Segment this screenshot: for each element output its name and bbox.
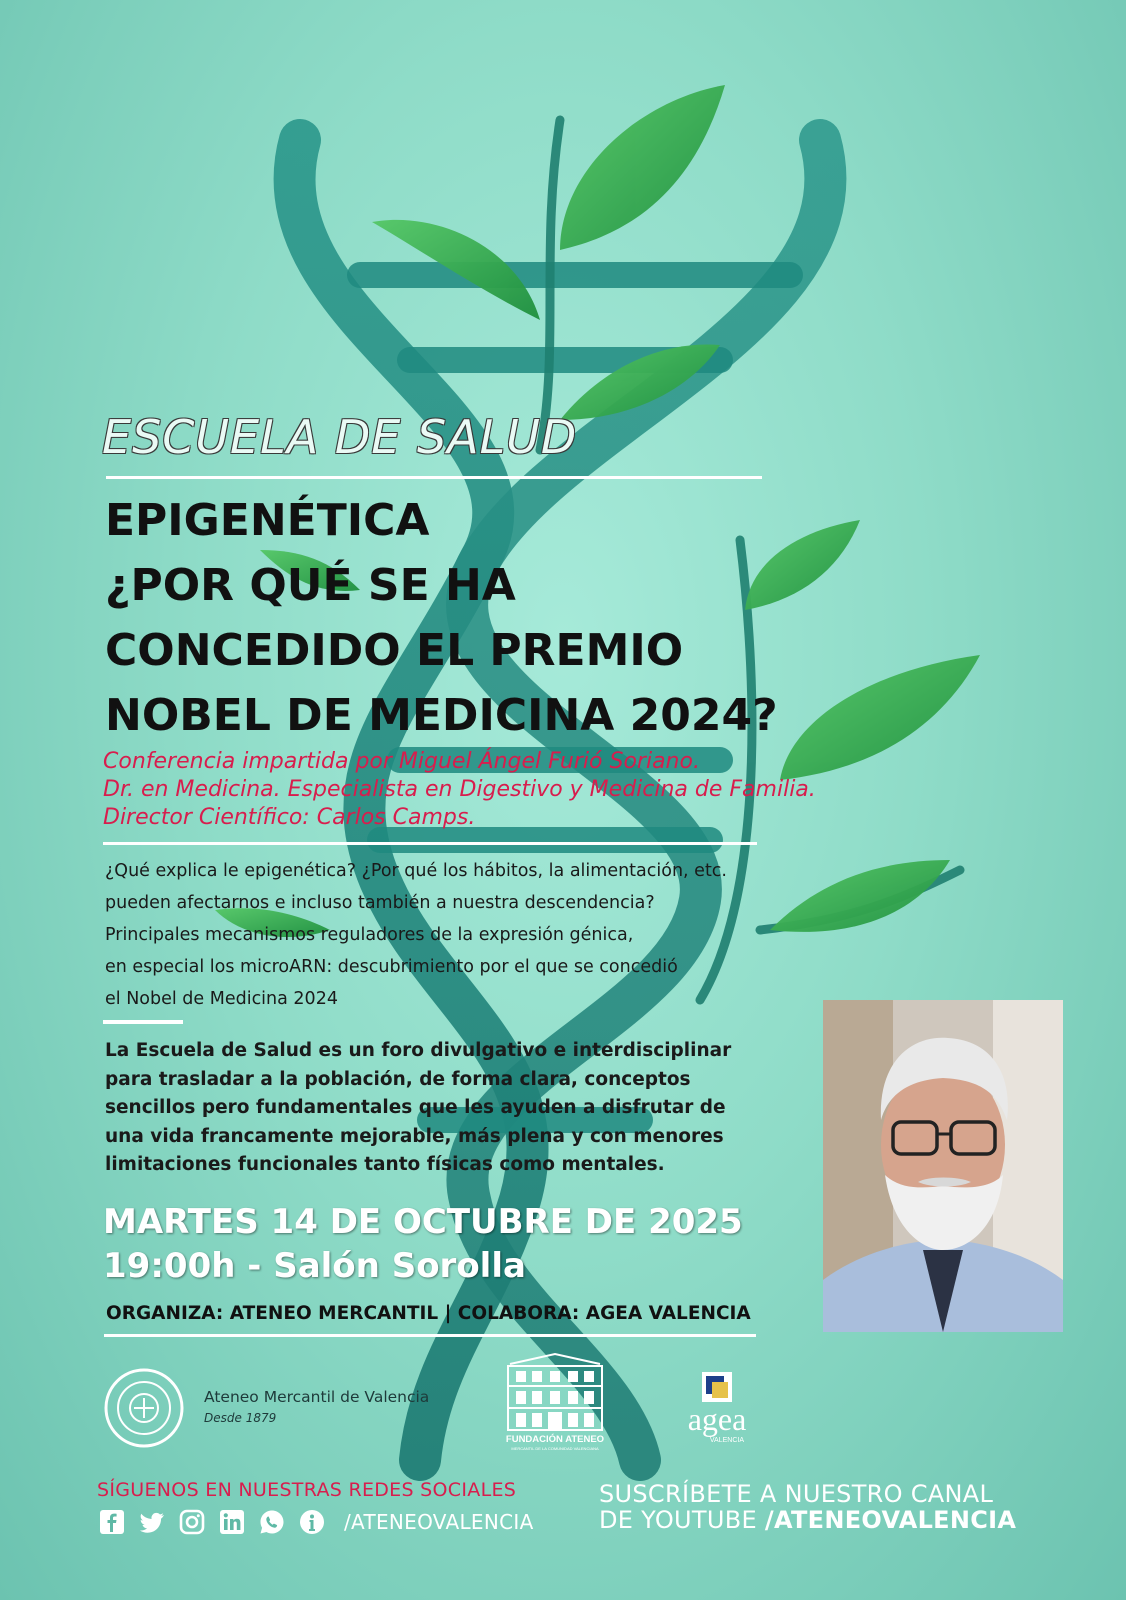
social-handle[interactable]: /ATENEOVALENCIA [344,1510,534,1534]
speaker-line: Director Científico: Carlos Camps. [103,805,476,830]
description-line: una vida francamente mejorable, más plena y con menores [105,1125,724,1147]
youtube-prefix: DE YOUTUBE [599,1506,765,1534]
school-description [105,1037,731,1180]
title-line: NOBEL DE MEDICINA 2024? [105,690,778,741]
event-date: MARTES 14 DE OCTUBRE DE 2025 [103,1202,743,1242]
youtube-handle[interactable]: /ATENEOVALENCIA [764,1506,1017,1534]
topic-questions [105,855,727,1015]
description-line: limitaciones funcionales tanto físicas como mentales. [105,1154,665,1175]
speaker-info [103,748,816,832]
social-links [98,1508,534,1536]
description-line: La Escuela de Salud es un foro divulgativo e interdisciplinar [105,1040,732,1061]
info-icon[interactable] [298,1508,326,1536]
organizers-line: ORGANIZA: ATENEO MERCANTIL | COLABORA: AGEA VALENCIA [106,1303,751,1324]
event-time-venue: 19:00h - Salón Sorolla [103,1246,526,1286]
linkedin-icon[interactable] [218,1508,246,1536]
ateneo-name: Ateneo Mercantil de Valencia [204,1388,430,1406]
youtube-line-1: SUSCRÍBETE A NUESTRO CANAL [599,1480,994,1508]
organizers-divider [104,1334,756,1337]
fundacion-ateneo-logo [500,1352,610,1452]
speaker-line: Dr. en Medicina. Especialista en Digestivo y Medicina de Familia. [103,777,816,802]
title-line: CONCEDIDO EL PREMIO [105,625,684,676]
ateneo-since: Desde 1879 [204,1411,277,1425]
event-title [105,488,778,748]
youtube-cta[interactable] [599,1481,1016,1533]
series-title: ESCUELA DE SALUD [102,410,578,464]
agea-wordmark: agea [687,1401,747,1437]
facebook-icon[interactable] [98,1508,126,1536]
short-divider [103,1020,183,1024]
social-title: SÍGUENOS EN NUESTRAS REDES SOCIALES [97,1479,517,1501]
speaker-portrait [823,1000,1063,1332]
question-line: pueden afectarnos e incluso también a nuestra descendencia? [105,893,655,913]
fundacion-sublabel: MERCANTIL DE LA COMUNIDAD VALENCIANA [511,1446,599,1451]
series-divider [106,476,762,479]
question-line: ¿Qué explica le epigenética? ¿Por qué los hábitos, la alimentación, etc. [105,861,727,881]
event-datetime [103,1200,743,1288]
title-line: ¿POR QUÉ SE HA [105,560,516,611]
instagram-icon[interactable] [178,1508,206,1536]
ateneo-seal-logo [103,1367,185,1449]
question-line: el Nobel de Medicina 2024 [105,989,338,1009]
question-line: Principales mecanismos reguladores de la expresión génica, [105,925,634,945]
twitter-icon[interactable] [138,1508,166,1536]
speaker-divider [103,842,757,845]
description-line: sencillos pero fundamentales que les ayuden a disfrutar de [105,1097,726,1118]
description-line: para trasladar a la población, de forma clara, conceptos [105,1068,691,1090]
agea-logo [672,1370,762,1450]
title-line: EPIGENÉTICA [105,495,430,546]
youtube-line-2 [599,1507,1016,1533]
whatsapp-icon[interactable] [258,1508,286,1536]
speaker-line: Conferencia impartida por Miguel Ángel Furió Soriano. [103,749,700,774]
question-line: en especial los microARN: descubrimiento por el que se concedió [105,957,678,977]
fundacion-label: FUNDACIÓN ATENEO [505,1434,605,1445]
agea-sublabel: VALENCIA [709,1437,744,1444]
